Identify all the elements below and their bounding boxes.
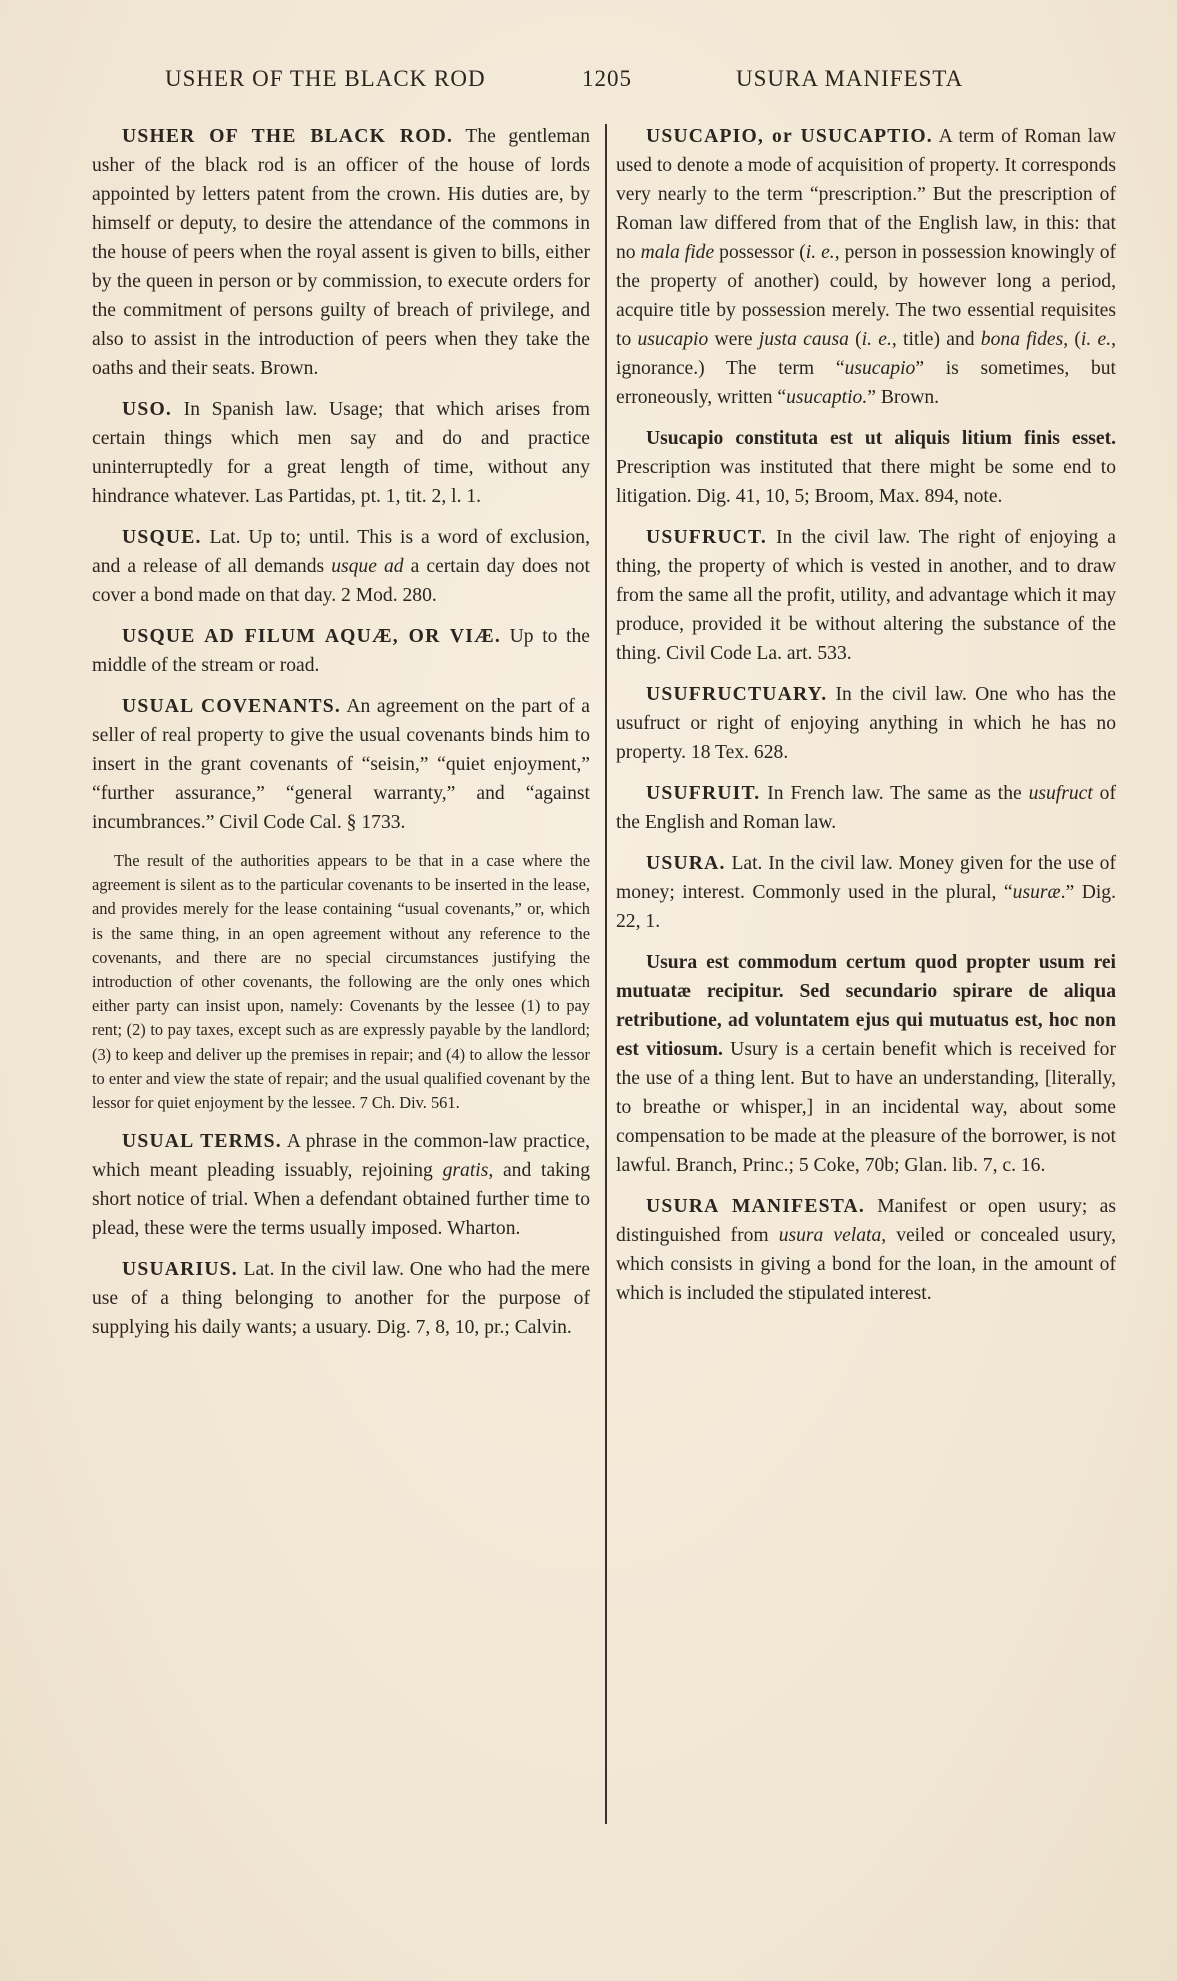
header-right-guide-word: USURA MANIFESTA (736, 66, 964, 91)
entry-italic-term: usufruct (1028, 783, 1093, 804)
maxim-translation: Prescription was instituted that there might be some end to litigation. Dig. 41, 10, 5; Broom, Max. 894, note. (616, 457, 1116, 507)
entry-headword: USHER OF THE BLACK ROD. (122, 126, 454, 147)
entry-usque-ad-filum (92, 622, 590, 680)
entry-text: , veiled or concealed usury, which consists in giving a bond for the loan, in the amount of which is included the stipulated interest. (616, 1225, 1116, 1304)
entry-text: ” Brown. (867, 387, 940, 408)
entry-headword: USURA. (646, 853, 726, 874)
page-number: 1205 (582, 66, 632, 91)
entry-headword: USUARIUS. (122, 1259, 238, 1281)
left-column (92, 122, 590, 1354)
entry-italic-term: usque ad (331, 556, 404, 577)
entry-text: Up to the middle of the stream or road. (92, 626, 590, 676)
entry-text: of the English and Roman law. (616, 783, 1116, 833)
maxim-usucapio (616, 424, 1116, 511)
entry-text: Manifest or open usury; as distinguished from (616, 1196, 1117, 1246)
entry-text: In the civil law. The right of enjoying a thing, the property of which is vested in another, and to draw from the same all the profit, utility, and advantage which it may produce, provided it be without altering the substance of the thing. Civil Code La. art. 533. (616, 527, 1116, 664)
entry-italic-term: bona fides (980, 329, 1064, 350)
entry-uso (92, 395, 590, 511)
maxim-latin: Usucapio constituta est ut aliquis litium finis esset. (646, 428, 1116, 449)
entry-text: A term of Roman law used to denote a mode of acquisition of property. It corresponds very nearly to the term “prescription.” But the prescription of Roman law differed from that of the English law, in this: that no (616, 126, 1116, 263)
entry-text: ( (848, 329, 862, 350)
entry-headword: USUFRUCT. (646, 527, 767, 548)
entry-text: In the civil law. One who has the usufruct or right of enjoying anything in which he has no property. 18 Tex. 628. (616, 684, 1116, 763)
entry-headword: USUFRUIT. (646, 783, 761, 804)
entry-headword: USO. (122, 399, 172, 420)
entry-text: Lat. Up to; until. This is a word of exclusion, and a release of all demands (92, 527, 590, 577)
entry-text: In French law. The same as the (760, 783, 1029, 804)
usual-covenants-note: The result of the authorities appears to be that in a case where the agreement is silent as to the particular covenants to be inserted in the lease, and provides merely for the lease containing “usual covenants,” or, which is the same thing, in an open agreement without any reference to the covenants, and there are no special circumstances justifying the introduction of other covenants, the following are the only ones which either party can insist upon, namely: Covenants by the lessee (1) to pay rent; (2) to pay taxes, except such as are expressly payable by the landlord; (3) to keep and deliver up the premises in repair; and (4) to allow the lessor to enter and view the state of repair; and the usual qualified covenant by the lessor for quiet enjoyment by the lessee. 7 Ch. Div. 561. (92, 851, 590, 1113)
entry-italic-term: usucapio (637, 329, 709, 350)
entry-text: , title) and (891, 329, 981, 350)
entry-italic-term: justa causa (758, 329, 849, 350)
maxim-latin: Usura est commodum certum quod propter usum rei mutuatæ recipitur. Sed secundario spirare de aliqua retributione, ad voluntatem ejus qui mutuatus est, hoc non est vitiosum. (616, 952, 1116, 1060)
entry-usufruct (616, 523, 1116, 668)
entry-italic-term: gratis (442, 1160, 489, 1182)
entry-italic-term: i. e. (805, 242, 835, 263)
entry-text: , ( (1063, 329, 1081, 350)
entry-text: Lat. In the civil law. Money given for the use of money; interest. Commonly used in the plural, “ (616, 853, 1116, 903)
entry-usufruit (616, 779, 1116, 837)
entry-text: ” is sometimes, but erroneously, written “ (616, 358, 1116, 408)
entry-headword: USQUE AD FILUM AQUÆ, OR VIÆ. (122, 626, 501, 647)
entry-headword: USUCAPIO, or USUCAPTIO. (646, 126, 933, 147)
right-column (616, 122, 1116, 1320)
entry-usuarius (92, 1255, 590, 1342)
entry-usque (92, 523, 590, 610)
running-header (0, 66, 1177, 100)
entry-headword: USURA MANIFESTA. (646, 1196, 865, 1217)
entry-text: a certain day does not cover a bond made on that day. 2 Mod. 280. (92, 556, 590, 606)
entry-text: possessor ( (714, 242, 806, 263)
entry-text: A phrase in the common-law practice, which meant pleading issuably, rejoining (92, 1131, 590, 1182)
entry-text: In Spanish law. Usage; that which arises from certain things which men say and do and practice uninterruptedly for a great length of time, without any hindrance whatever. Las Partidas, pt. 1, tit. 2, l. 1. (92, 399, 590, 507)
maxim-usura (616, 948, 1116, 1180)
header-left-guide-word: USHER OF THE BLACK ROD (165, 66, 486, 91)
entry-italic-term: usucaptio. (786, 387, 868, 408)
entry-usucapio (616, 122, 1116, 412)
maxim-translation: Usury is a certain benefit which is received for the use of a thing lent. But to have an understanding, [literally, to breathe or whisper,] in an incidental way, about some compensation to be made at the pleasure of the borrower, is not lawful. Branch, Princ.; 5 Coke, 70b; Glan. lib. 7, c. 16. (616, 1039, 1116, 1176)
entry-text: Lat. In the civil law. One who had the mere use of a thing belonging to another for the purpose of supplying his daily wants; a usuary. Dig. 7, 8, 10, pr.; Calvin. (92, 1259, 590, 1339)
column-divider (605, 124, 607, 1824)
entry-text: , ignorance.) The term “ (616, 329, 1117, 379)
entry-text: The gentleman usher of the black rod is an officer of the house of lords appointed by letters patent from the crown. His duties are, by himself or deputy, to desire the attendance of the commons in the house of peers when the royal assent is given to bills, either by the queen in person or by commission, to execute orders for the commitment of persons guilty of breach of privilege, and also to assist in the introduction of peers when they take the oaths and their seats. Brown. (92, 126, 591, 379)
entry-headword: USUFRUCTUARY. (646, 684, 828, 705)
entry-text: , person in possession knowingly of the property of another) could, by however long a period, acquire title by possession merely. The two essential requisites to (616, 242, 1117, 350)
entry-usura (616, 849, 1116, 936)
entry-usual-covenants (92, 692, 590, 837)
entry-headword: USUAL COVENANTS. (122, 696, 341, 717)
entry-usura-manifesta (616, 1192, 1116, 1308)
entry-text: were (708, 329, 759, 350)
entry-text: An agreement on the part of a seller of real property to give the usual covenants binds him to insert in the grant covenants of “seisin,” “quiet enjoyment,” “further assurance,” “general warranty,” and “against incumbrances.” Civil Code Cal. § 1733. (92, 696, 590, 833)
entry-headword: USQUE. (122, 527, 202, 548)
entry-text: .” Dig. 22, 1. (616, 882, 1116, 932)
entry-usher-of-the-black-rod (92, 122, 590, 383)
entry-headword: USUAL TERMS. (122, 1131, 282, 1153)
entry-italic-term: i. e. (1080, 329, 1112, 350)
entry-usufructuary (616, 680, 1116, 767)
entry-italic-term: mala fide (640, 242, 715, 263)
entry-usual-terms (92, 1127, 590, 1243)
entry-italic-term: i. e. (861, 329, 892, 350)
entry-italic-term: usucapio (844, 358, 916, 379)
entry-italic-term: usura velata (778, 1225, 882, 1246)
entry-italic-term: usuræ (1012, 882, 1061, 903)
entry-text: , and taking short notice of trial. When a defendant obtained further time to plead, these were the terms usually imposed. Wharton. (92, 1160, 590, 1240)
